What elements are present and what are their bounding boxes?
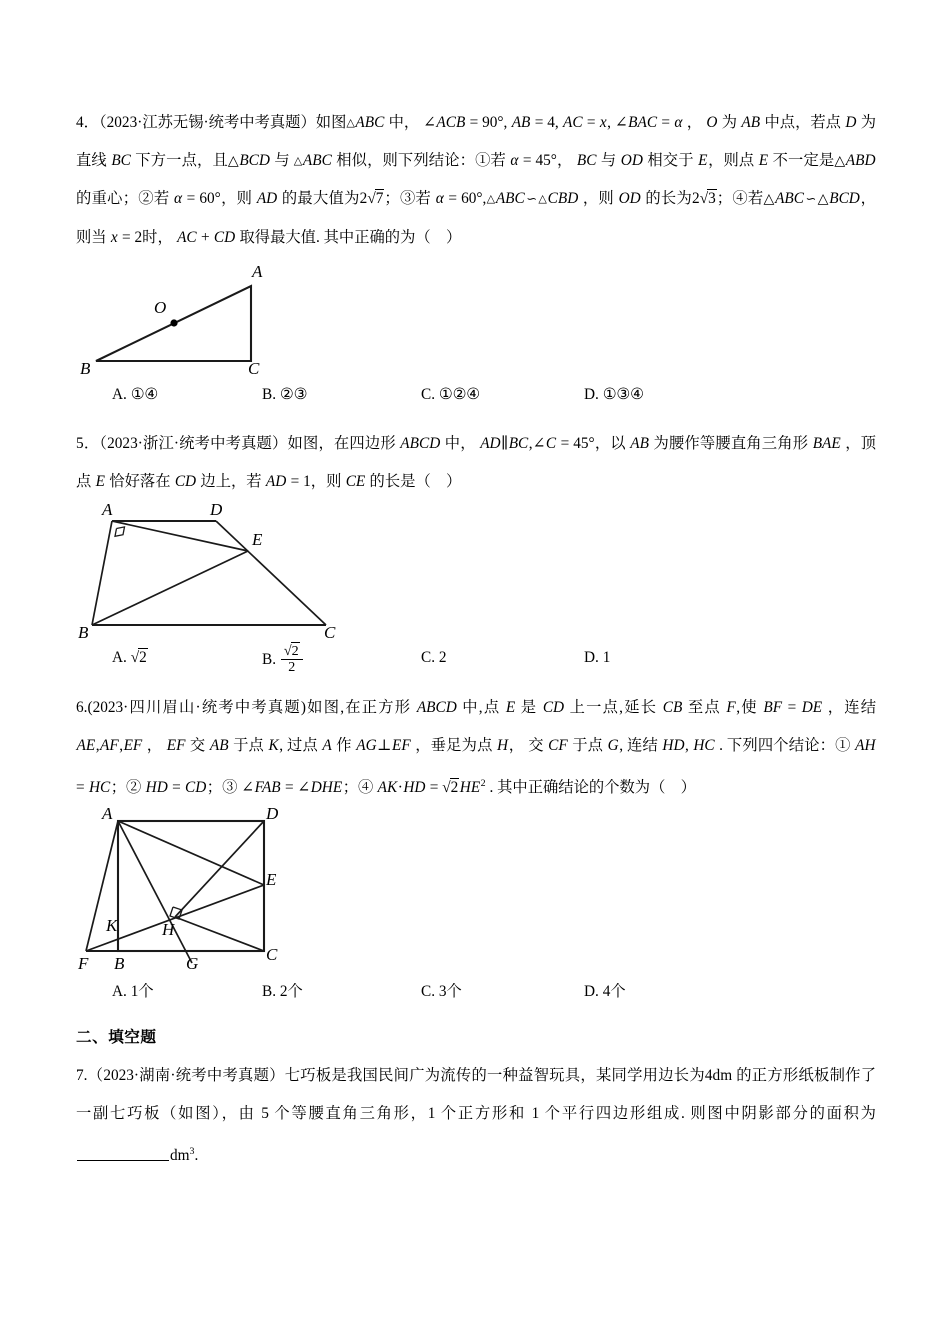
question-4-source: （2023·江苏无锡·统考中考真题） — [98, 114, 316, 131]
option-5-C-text: 2 — [438, 648, 447, 666]
option-4-C-letter: C. — [421, 385, 436, 403]
figure-5-label-B: B — [78, 622, 89, 642]
figure-4-label-C: C — [248, 358, 260, 378]
option-6-A-letter: A. — [112, 982, 127, 1000]
question-5-text: 5．（2023·浙江·统考中考真题）如图，在四边形 ABCD 中， AD∥BC,∠C = 45°，以 AB 为腰作等腰直角三角形 BAE ，顶点 E 恰好落在 CD 边上，若 AD = 1，则 CE 的长是（ ） — [76, 434, 877, 490]
figure-4-label-O: O — [154, 297, 167, 317]
figure-6-label-G: G — [186, 953, 199, 973]
figure-6-label-C: C — [266, 944, 278, 964]
question-7-unit: dm — [170, 1146, 190, 1164]
option-5-D-letter: D. — [584, 648, 599, 666]
option-6-D[interactable] — [584, 979, 626, 1001]
option-4-C-text: ①②④ — [438, 385, 480, 403]
option-5-A[interactable] — [112, 649, 148, 667]
figure-6-label-K: K — [106, 915, 118, 935]
answer-blank-question-7[interactable] — [77, 1145, 169, 1161]
figure-question-4 — [76, 261, 376, 379]
option-6-D-text: 4个 — [602, 982, 626, 1000]
question-6-number: 6. — [76, 698, 88, 716]
figure-question-5 — [76, 499, 406, 643]
figure-5-svg — [76, 499, 406, 643]
question-5-source: （2023·浙江·统考中考真题） — [99, 434, 288, 452]
option-6-C-text: 3个 — [438, 982, 462, 1000]
option-4-B[interactable] — [262, 385, 307, 404]
figure-6-label-H: H — [162, 919, 175, 939]
option-6-C[interactable] — [421, 979, 462, 1001]
figure-5-label-A: A — [102, 499, 113, 519]
question-5-options — [76, 642, 876, 685]
figure-6-label-F: F — [78, 953, 89, 973]
option-4-D-letter: D. — [584, 385, 599, 403]
option-4-B-letter: B. — [262, 385, 277, 403]
figure-6-label-A: A — [102, 803, 113, 823]
option-4-A[interactable] — [112, 385, 158, 404]
question-4-options — [76, 385, 876, 419]
section-header-fill-in-blank: 二、填空题 — [76, 1028, 157, 1046]
figure-4-svg — [76, 261, 376, 379]
figure-question-6 — [76, 803, 406, 977]
option-5-D[interactable] — [584, 649, 610, 667]
option-4-C[interactable] — [421, 385, 480, 404]
question-4-text: 4．（2023·江苏无锡·统考中考真题）如图△ABC 中， ∠ACB = 90°, AB = 4, AC = x, ∠BAC = α ， O 为 AB 中点，若点 D 为直线 BC 下方一点，且△BCD 与 △ABC 相似，则下列结论：①若 α = 45°， BC 与 OD 相交于 E，则点 E 不一定是△ABD 的重心；②若 α = 60°，则 AD 的最大值为2√7；③若 α = 60°,△ABC ∽△CBD ，则 OD 的长为2√3；④若△ABC ∽△BCD，则当 x = 2时， AC + CD 取得最大值. 其中正确的为（ ） — [76, 114, 877, 246]
figure-6-svg — [76, 809, 406, 977]
option-6-B[interactable] — [262, 979, 303, 1001]
page-content — [76, 104, 876, 1175]
option-5-C[interactable] — [421, 649, 447, 667]
option-6-C-letter: C. — [421, 982, 436, 1000]
question-5-number: 5． — [76, 434, 100, 452]
figure-4-label-A: A — [252, 261, 263, 281]
question-7-source: （2023·湖南·统考中考真题） — [87, 1066, 285, 1084]
option-4-B-text: ②③ — [279, 385, 308, 403]
question-6-source: (2023·四川眉山·统考中考真题) — [87, 698, 306, 716]
question-7-text: 7.（2023·湖南·统考中考真题）七巧板是我国民间广为流传的一种益智玩具，某同学用边长为4dm 的正方形纸板制作了一副七巧板（如图），由 5 个等腰直角三角形，1 个正方形和 1 个平行四边形组成. 则图中阴影部分的面积为$dm^3$. — [76, 1066, 876, 1164]
question-6-options — [76, 979, 876, 1013]
option-5-B-letter: B. — [262, 650, 277, 668]
figure-6-label-B: B — [114, 953, 125, 973]
option-5-A-value: √2 — [130, 648, 147, 666]
question-6-text: 6.(2023·四川眉山·统考中考真题)如图,在正方形 ABCD 中,点 E 是 CD 上一点,延长 CB 至点 F,使 BF = DE ，连结 AE,AF,EF ， EF 交 AB 于点 K, 过点 A 作 AG⊥EF ，垂足为点 H， 交 CF 于点 G, 连结 HD, HC . 下列四个结论：① AH = HC；② HD = CD；③ ∠FAB = ∠DHE；④ $AK\cdot HD = √2HE^2$ . 其中正确结论的个数为（ ） — [76, 698, 877, 796]
figure-6-label-D: D — [266, 803, 279, 823]
question-7-number: 7. — [76, 1066, 88, 1084]
option-6-A-text: 1个 — [130, 982, 154, 1000]
figure-5-label-D: D — [210, 499, 223, 519]
option-6-D-letter: D. — [584, 982, 599, 1000]
question-4-number: 4． — [76, 114, 99, 131]
figure-5-label-E: E — [252, 529, 263, 549]
option-4-A-letter: A. — [112, 385, 127, 403]
option-5-D-text: 1 — [602, 648, 611, 666]
option-5-A-letter: A. — [112, 648, 127, 666]
option-6-A[interactable] — [112, 979, 154, 1001]
option-6-B-letter: B. — [262, 982, 277, 1000]
figure-6-label-E: E — [266, 869, 277, 889]
option-5-B[interactable] — [262, 642, 304, 676]
option-5-C-letter: C. — [421, 648, 436, 666]
option-4-D[interactable] — [584, 385, 644, 404]
option-4-D-text: ①③④ — [602, 385, 644, 403]
option-6-B-text: 2个 — [279, 982, 303, 1000]
option-4-A-text: ①④ — [130, 385, 159, 403]
question-7-unit-exponent: 3 — [189, 1145, 195, 1157]
option-5-B-value: $\frac{√2}{2}$ — [281, 644, 303, 675]
figure-5-label-C: C — [324, 622, 336, 642]
figure-4-label-B: B — [80, 358, 91, 378]
